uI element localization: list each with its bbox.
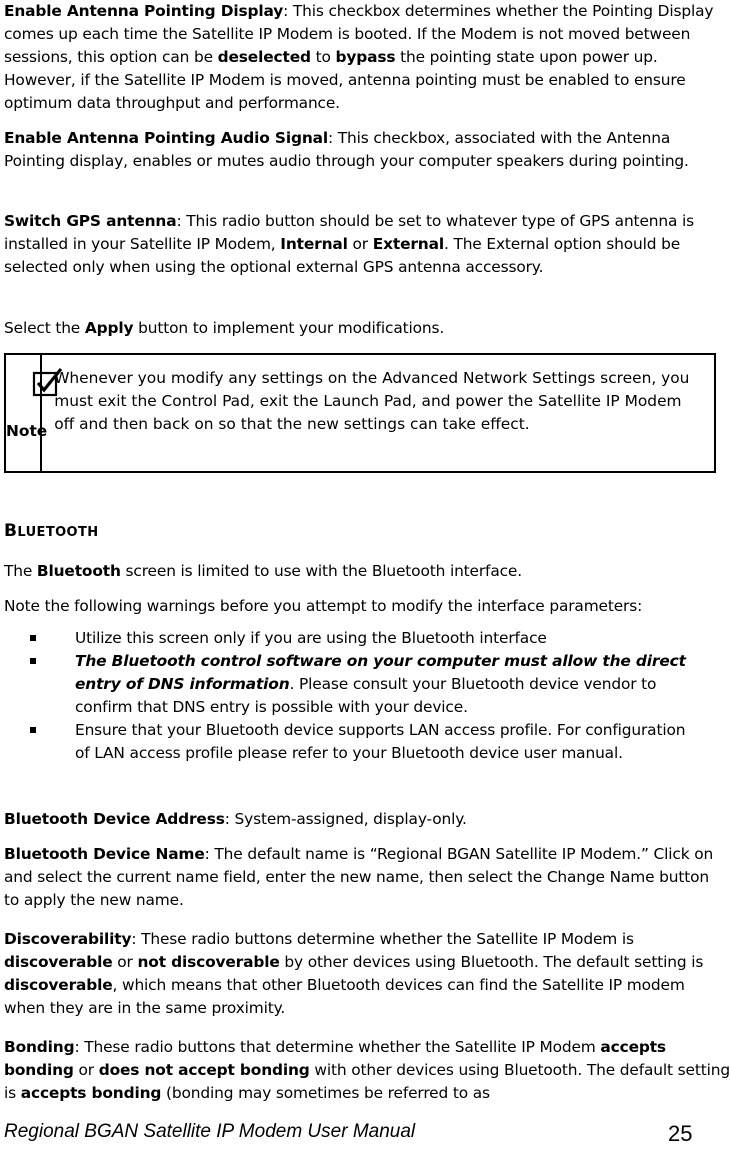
paragraph-warnings-intro: Note the following warnings before you attempt to modify the interface parameters: [4, 597, 643, 615]
footer-title: Regional BGAN Satellite IP Modem User Manual [4, 1121, 416, 1142]
page-number: 25 [668, 1121, 693, 1146]
paragraph-apply: Select the Apply button to implement your modifications. [4, 319, 445, 337]
list-item: Ensure that your Bluetooth device supports LAN access profile. For configuration of LAN access profile please refer to your Bluetooth device user manual. [4, 719, 704, 765]
note-box [4, 353, 716, 473]
note-text: Whenever you modify any settings on the Advanced Network Settings screen, you must exit the Control Pad, exit the Launch Pad, and power the Satellite IP Modem off and then back on so that the new settings can take effect. [54, 369, 690, 433]
paragraph-bonding: Bonding: These radio buttons that determine whether the Satellite IP Modem accepts bonding or does not accept bonding with other devices using Bluetooth. The default setting is accepts bonding (bonding may sometimes be referred to as [4, 1038, 730, 1102]
page-footer [4, 1121, 704, 1147]
warnings-list [4, 627, 704, 765]
paragraph-device-address: Bluetooth Device Address: System-assigned, display-only. [4, 810, 467, 828]
checkbox-icon [32, 367, 64, 397]
paragraph-switch-gps: Switch GPS antenna: This radio button should be set to whatever type of GPS antenna is installed in your Satellite IP Modem, Internal or External. The External option should be selected only when using the optional external GPS antenna accessory. [4, 212, 694, 276]
note-label: Note [6, 422, 48, 440]
paragraph-discoverability: Discoverability: These radio buttons determine whether the Satellite IP Modem is discoverable or not discoverable by other devices using Bluetooth. The default setting is discoverable, which means that other Bluetooth devices can find the Satellite IP modem when they are in the same proximity. [4, 930, 704, 1017]
paragraph-audio-signal: Enable Antenna Pointing Audio Signal: This checkbox, associated with the Antenna Pointing display, enables or mutes audio through your computer speakers during pointing. [4, 129, 689, 170]
section-heading-bluetooth: BLUETOOTH [4, 521, 99, 541]
term: Enable Antenna Pointing Display [4, 2, 284, 20]
list-item: The Bluetooth control software on your computer must allow the direct entry of DNS information. Please consult your Bluetooth device vendor to confirm that DNS entry is possible with your device. [4, 650, 704, 719]
paragraph-device-name: Bluetooth Device Name: The default name is “Regional BGAN Satellite IP Modem.” Click on and select the current name field, enter the new name, then select the Change Name button to apply the new name. [4, 845, 714, 909]
list-item: Utilize this screen only if you are using the Bluetooth interface [4, 627, 704, 650]
paragraph-bluetooth-intro: The Bluetooth screen is limited to use with the Bluetooth interface. [4, 562, 522, 580]
note-icon-cell [6, 355, 48, 471]
paragraph-enable-antenna-pointing-display: Enable Antenna Pointing Display: This checkbox determines whether the Pointing Display comes up each time the Satellite IP Modem is booted. If the Modem is not moved between sessions, this option can be deselected to bypass the pointing state upon power up. However, if the Satellite IP Modem is moved, antenna pointing must be enabled to ensure optimum data throughput and performance. [4, 2, 714, 112]
